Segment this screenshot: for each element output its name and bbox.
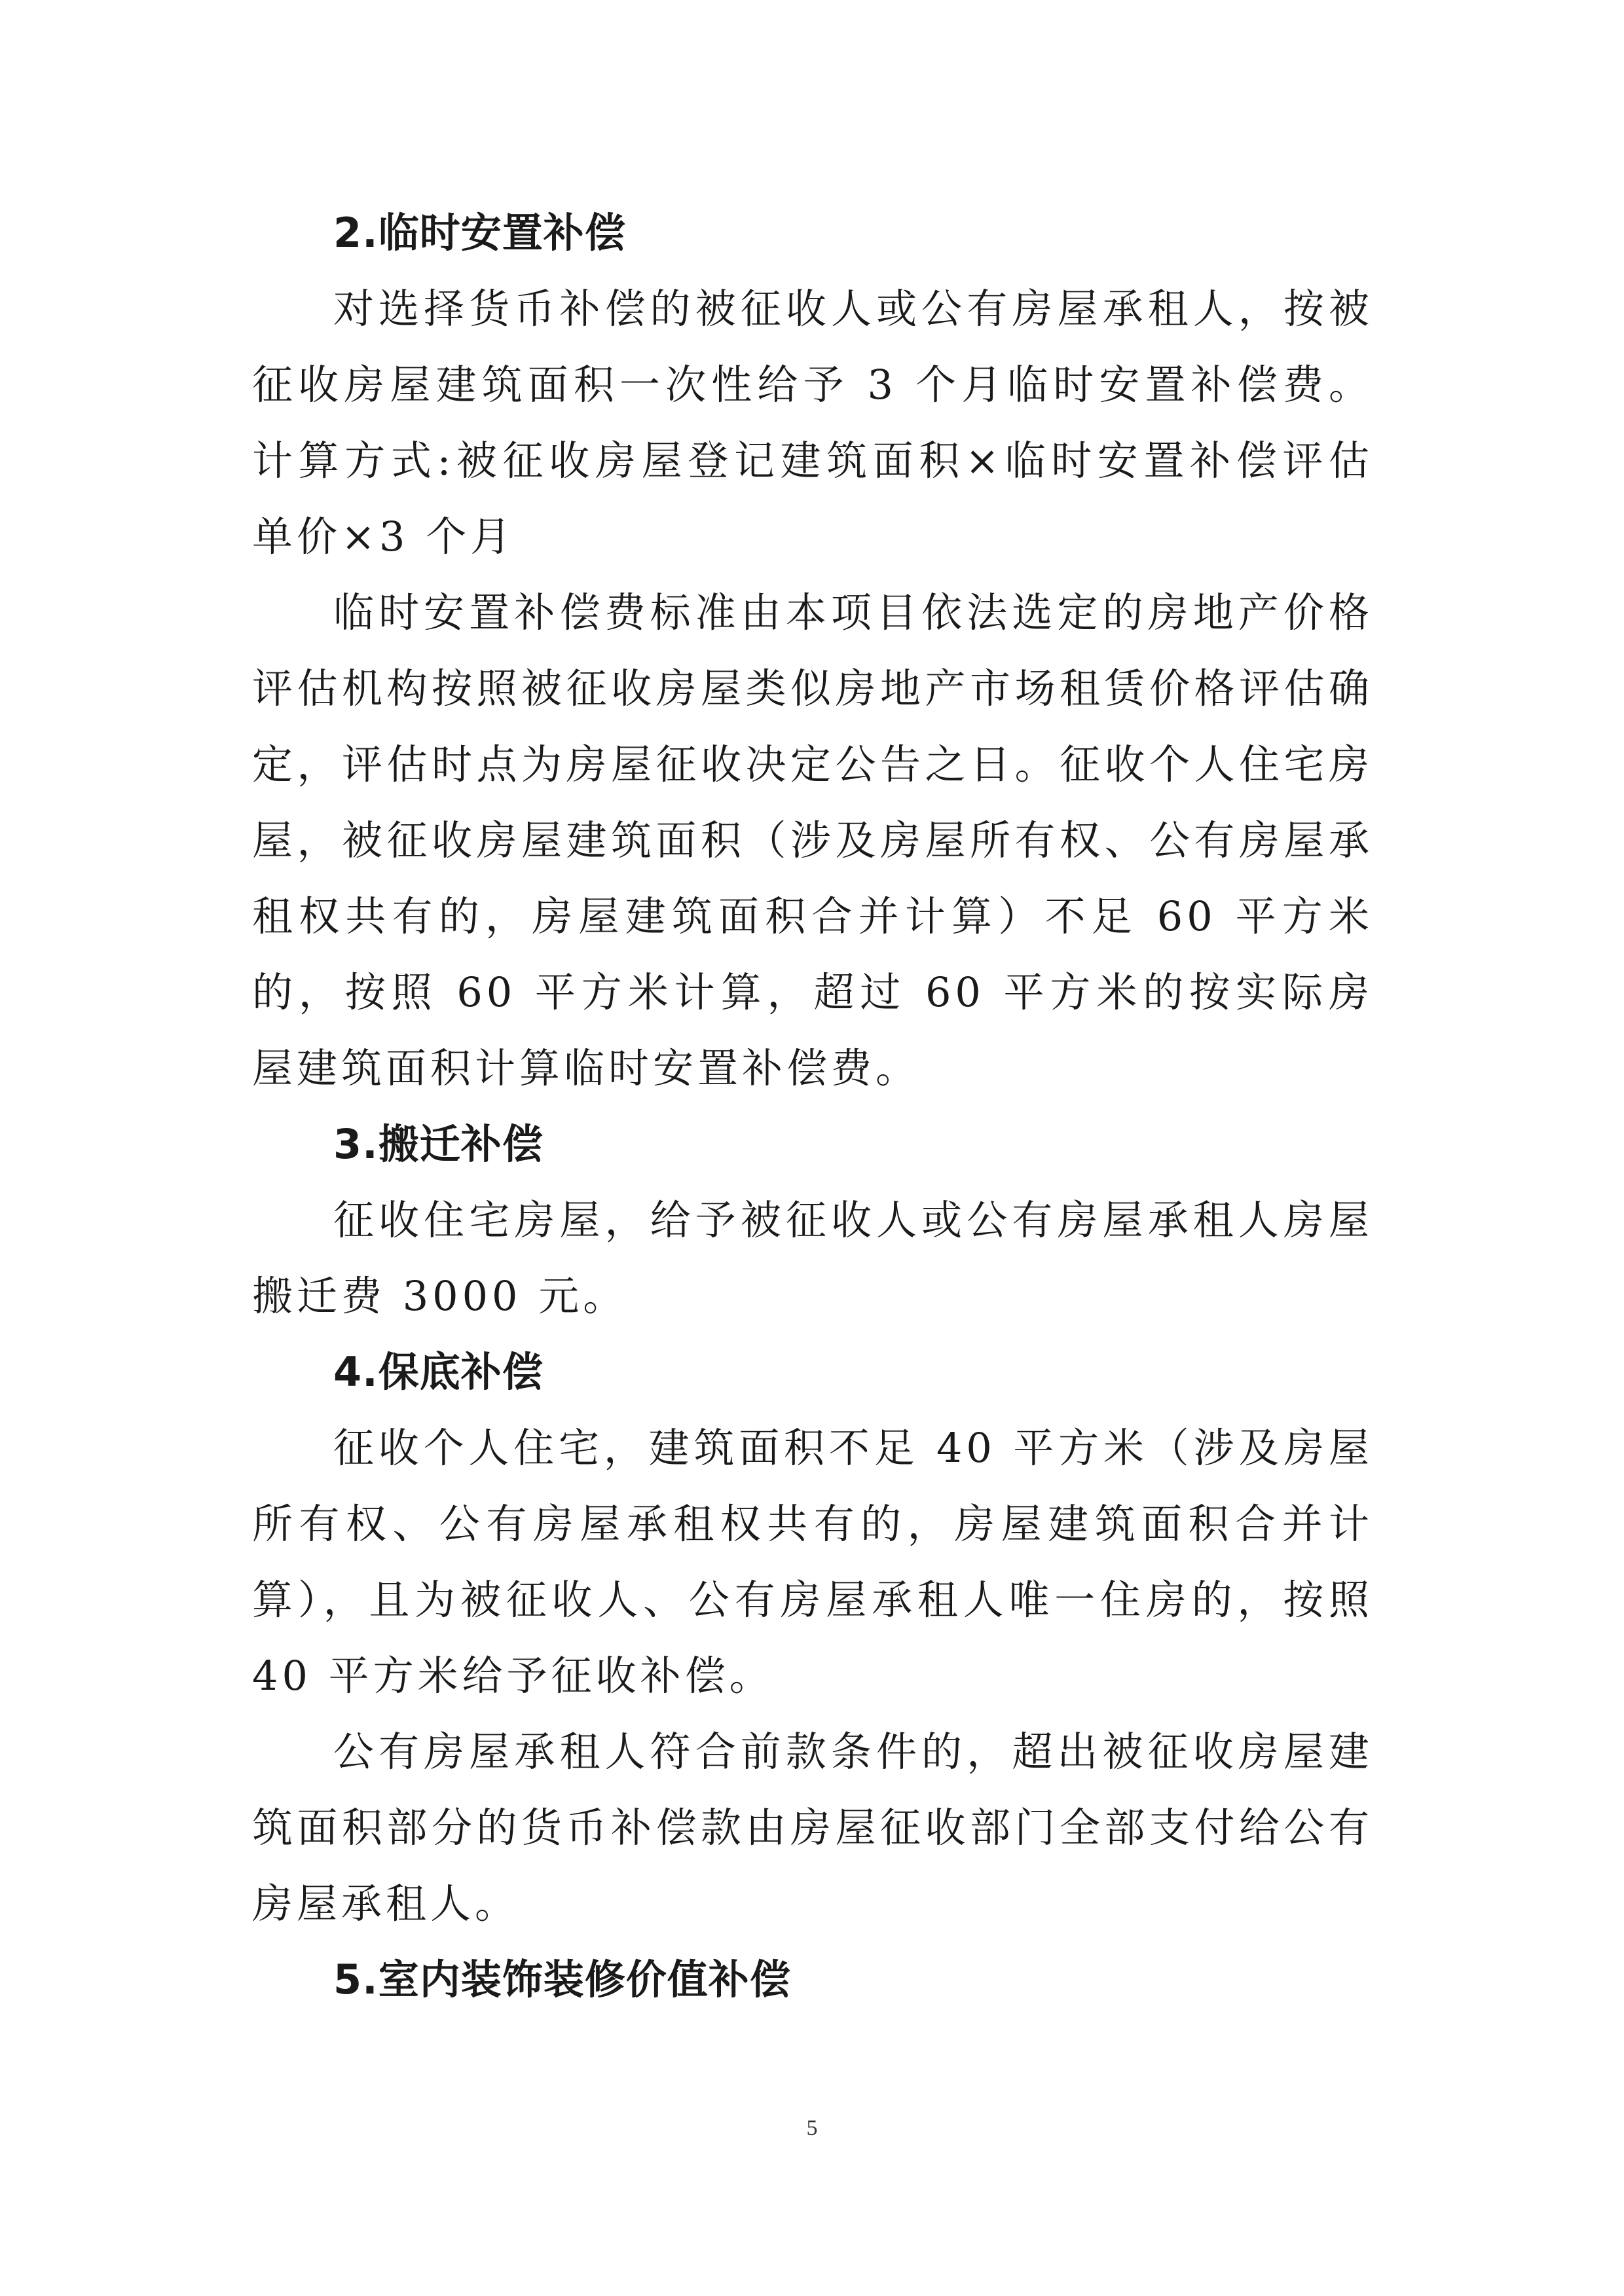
paragraph-minimum-guarantee-tenant: 公有房屋承租人符合前款条件的，超出被征收房屋建筑面积部分的货币补偿款由房屋征收部门全部支付给公有房屋承租人。: [252, 1728, 1373, 1927]
page-number: 5: [806, 2116, 818, 2140]
section-heading-decoration-value: 5.室内装饰装修价值补偿: [333, 1956, 791, 2003]
paragraph-temporary-resettlement-amount: 对选择货币补偿的被征收人或公有房屋承租人，按被征收房屋建筑面积一次性给予 3 个月临时安置补偿费。计算方式:被征收房屋登记建筑面积×临时安置补偿评估单价×3 个月: [252, 285, 1373, 560]
paragraph-relocation-fee: 征收住宅房屋，给予被征收人或公有房屋承租人房屋搬迁费 3000 元。: [252, 1196, 1373, 1320]
section-heading-minimum-guarantee: 4.保底补偿: [333, 1348, 544, 1396]
section-heading-relocation: 3.搬迁补偿: [333, 1120, 544, 1168]
section-heading-temporary-resettlement: 2.临时安置补偿: [333, 209, 626, 257]
paragraph-minimum-guarantee-area: 征收个人住宅，建筑面积不足 40 平方米（涉及房屋所有权、公有房屋承租权共有的，房屋建筑面积合并计算），且为被征收人、公有房屋承租人唯一住房的，按照 40 平方米给予征收补偿。: [252, 1424, 1373, 1700]
paragraph-temporary-resettlement-standard: 临时安置补偿费标准由本项目依法选定的房地产价格评估机构按照被征收房屋类似房地产市场租赁价格评估确定，评估时点为房屋征收决定公告之日。征收个人住宅房屋，被征收房屋建筑面积（涉及房屋所有权、公有房屋承租权共有的，房屋建筑面积合并计算）不足 60 平方米的，按照 60 平方米计算，超过 60 平方米的按实际房屋建筑面积计算临时安置补偿费。: [252, 589, 1373, 1092]
document-body: [252, 195, 1373, 2018]
